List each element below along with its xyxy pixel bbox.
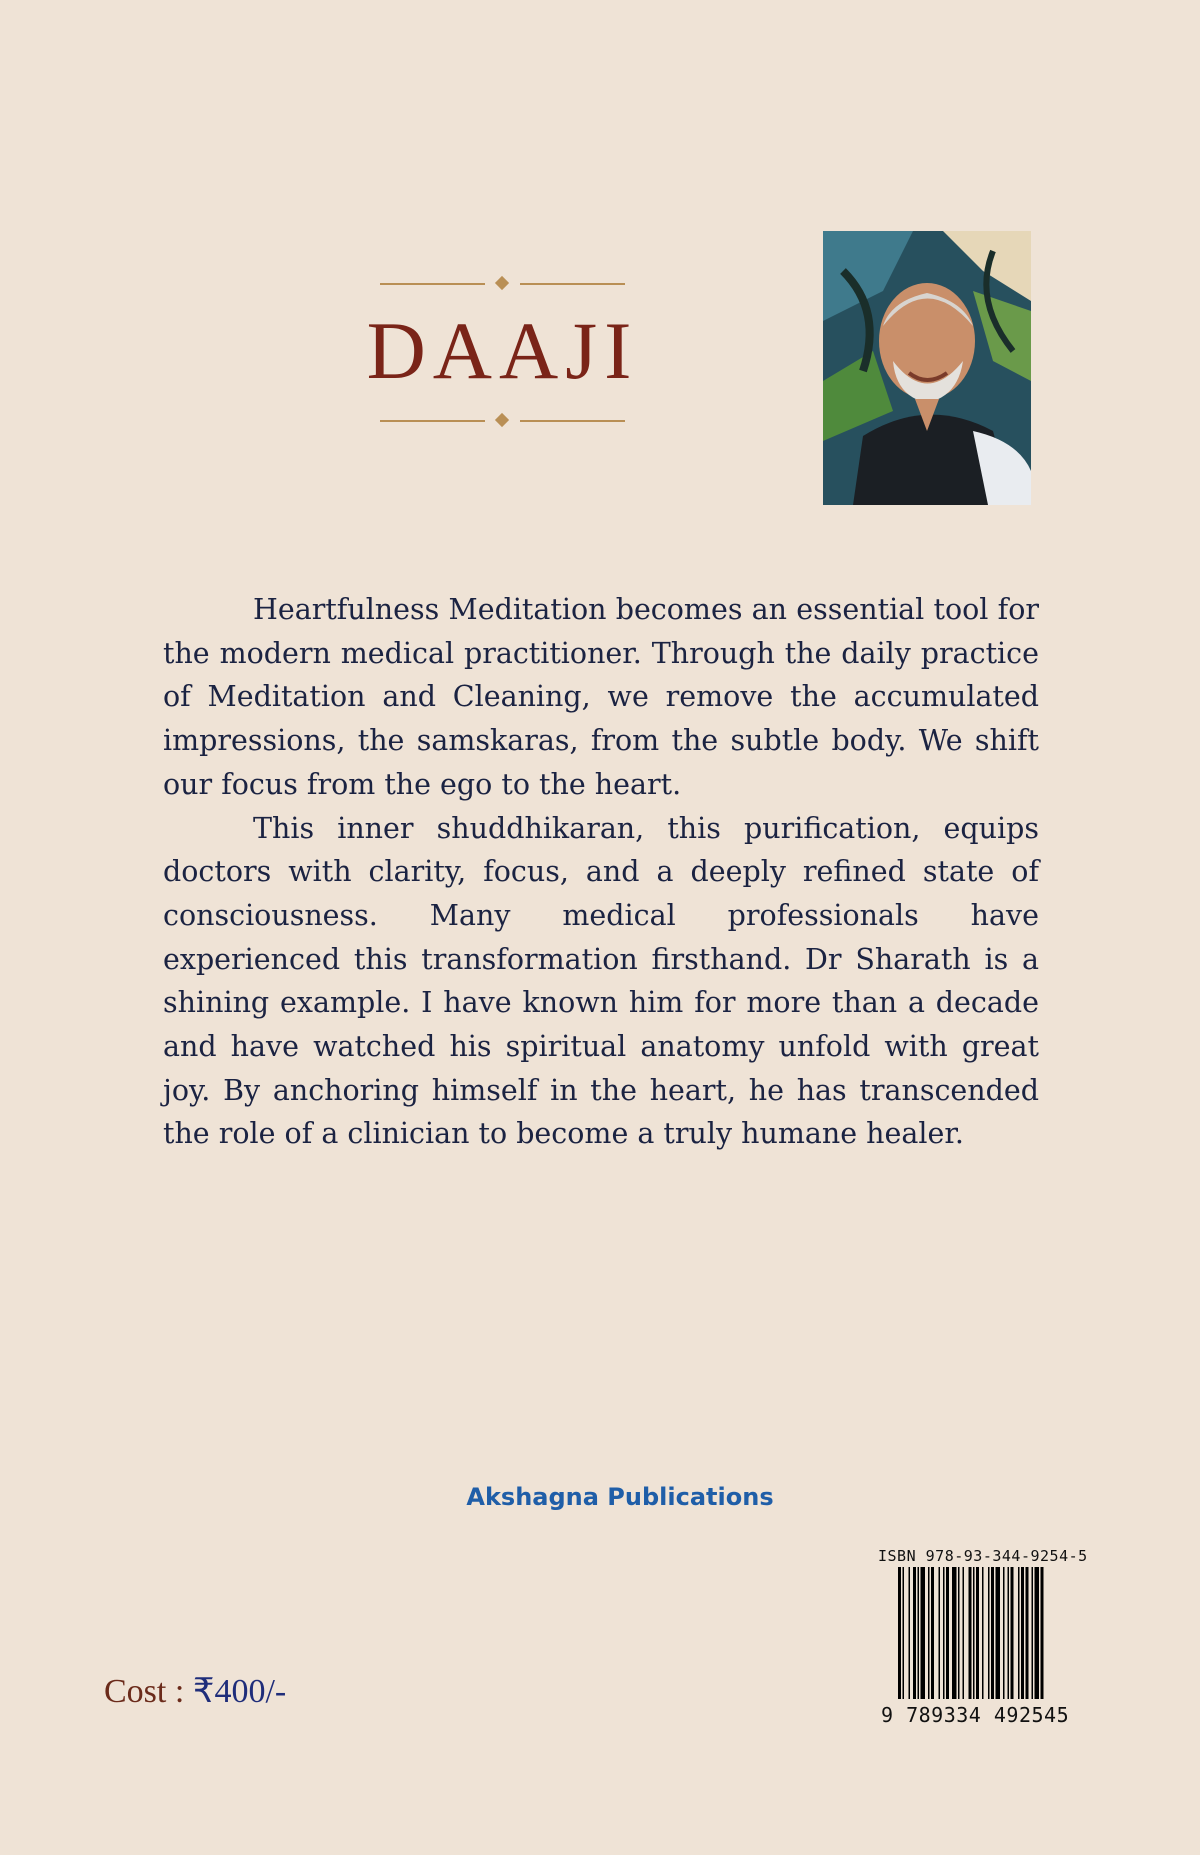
cost-label: Cost : — [104, 1673, 185, 1710]
portrait-image — [823, 231, 1031, 505]
blurb-paragraph: This inner shuddhikaran, this purification, equips doctors with clarity, focus, and a deeply refined state of consciousness. Many medical professionals have experienced this transformation firsthand. Dr Sharath is a shining example. I have known him for more than a decade and have watched his spiritual anatomy unfold with great joy. By anchoring himself in the heart, he has transcended the role of a clinician to become a truly humane healer. — [163, 811, 1039, 1151]
author-title: DAAJI — [366, 305, 639, 396]
publisher-name: Akshagna Publications — [466, 1483, 774, 1511]
top-ornament — [380, 276, 625, 292]
bottom-ornament — [380, 413, 625, 429]
back-cover-blurb — [163, 588, 1039, 1156]
price — [104, 1671, 286, 1711]
barcode — [898, 1567, 1082, 1715]
cost-amount: ₹400/- — [192, 1673, 287, 1710]
barcode-digits: 9 789334 492545 — [881, 1703, 1070, 1727]
blurb-paragraph: Heartfulness Meditation becomes an essential tool for the modern medical practitioner. Through the daily practice of Meditation and Cleaning, we remove the accumulated impressions, the samskaras, from the subtle body. We shift our focus from the ego to the heart. — [163, 593, 1039, 801]
isbn-text: ISBN 978-93-344-9254-5 — [878, 1547, 1088, 1565]
author-photo — [823, 231, 1031, 505]
